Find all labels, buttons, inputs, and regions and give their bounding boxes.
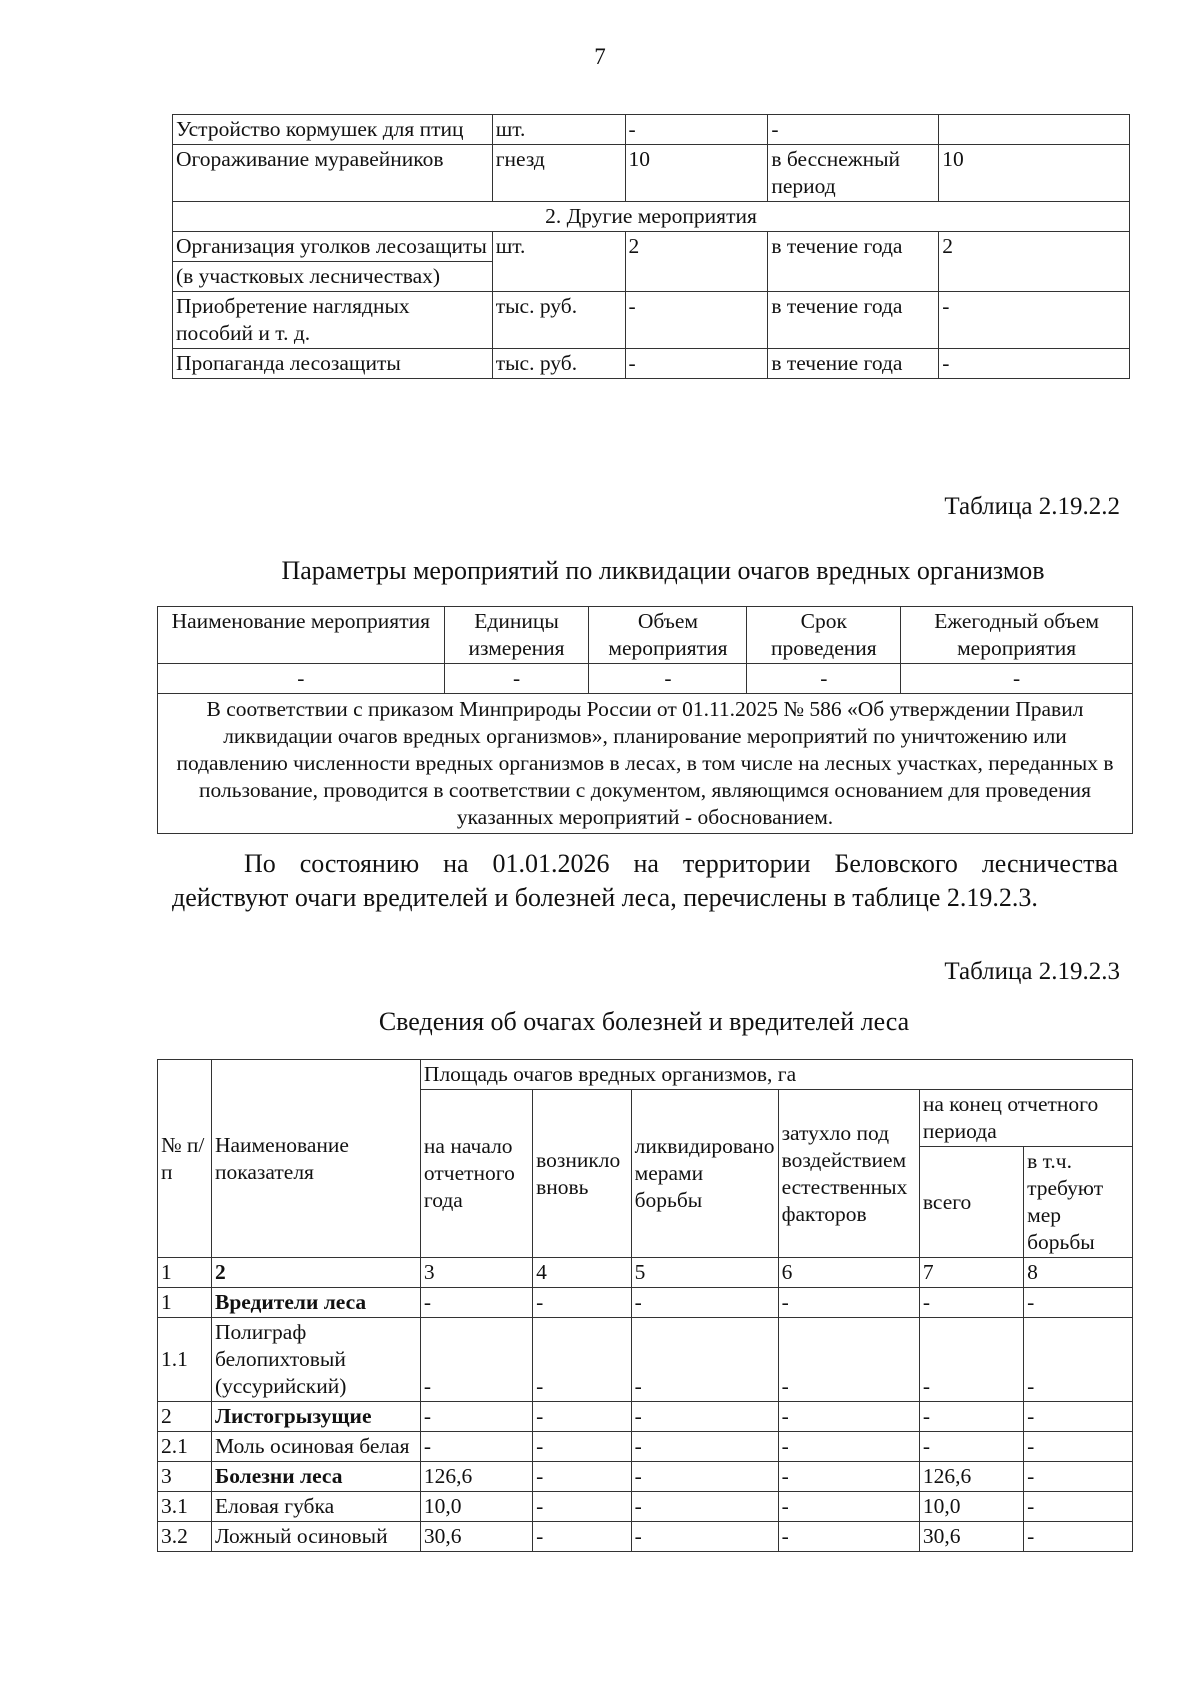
table-caption: Таблица 2.19.2.2 bbox=[944, 493, 1120, 520]
table-title: Сведения об очагах болезней и вредителей леса bbox=[378, 1007, 910, 1036]
table-cell: в течение года bbox=[768, 349, 939, 379]
column-number: 6 bbox=[778, 1258, 919, 1288]
liquidation-parameters-table bbox=[157, 606, 1133, 834]
column-number: 2 bbox=[211, 1258, 420, 1288]
row-name: Ложный осиновый bbox=[211, 1522, 420, 1552]
column-header: Единицы измерения bbox=[444, 607, 589, 664]
column-number: 1 bbox=[158, 1258, 212, 1288]
table-cell: - bbox=[747, 664, 901, 694]
column-header-area: Площадь очагов вредных организмов, га bbox=[420, 1060, 1132, 1090]
table-row bbox=[173, 292, 1130, 349]
table-cell: - bbox=[625, 115, 768, 145]
table-cell: - bbox=[631, 1318, 778, 1402]
column-header: Объем мероприятия bbox=[589, 607, 747, 664]
table-caption: Таблица 2.19.2.3 bbox=[944, 958, 1120, 985]
table-cell: Устройство кормушек для птиц bbox=[173, 115, 493, 145]
row-number: 2 bbox=[158, 1402, 212, 1432]
table-cell bbox=[939, 115, 1130, 145]
row-number: 3.2 bbox=[158, 1522, 212, 1552]
table-cell: - bbox=[1024, 1432, 1133, 1462]
table-cell: - bbox=[778, 1522, 919, 1552]
table-cell: - bbox=[533, 1462, 632, 1492]
table-row bbox=[158, 1402, 1133, 1432]
table-cell: - bbox=[901, 664, 1133, 694]
table-row bbox=[158, 664, 1133, 694]
table-cell: - bbox=[533, 1402, 632, 1432]
table-cell: - bbox=[533, 1288, 632, 1318]
table-cell: тыс. руб. bbox=[492, 349, 625, 379]
row-number: 1 bbox=[158, 1288, 212, 1318]
column-number: 4 bbox=[533, 1258, 632, 1288]
table-cell: - bbox=[631, 1522, 778, 1552]
column-header-need: в т.ч. требуют мер борьбы bbox=[1024, 1147, 1133, 1258]
table-cell: Огораживание муравейников bbox=[173, 145, 493, 202]
table-cell: гнезд bbox=[492, 145, 625, 202]
table-cell: - bbox=[1024, 1492, 1133, 1522]
table-cell: 10 bbox=[625, 145, 768, 202]
table-cell: 126,6 bbox=[919, 1462, 1023, 1492]
table-row bbox=[158, 1522, 1133, 1552]
table-cell: - bbox=[778, 1462, 919, 1492]
table-cell: 10,0 bbox=[420, 1492, 532, 1522]
column-header-start: на начало отчетного года bbox=[420, 1090, 532, 1258]
table-cell: - bbox=[1024, 1402, 1133, 1432]
row-number: 2.1 bbox=[158, 1432, 212, 1462]
table-row bbox=[173, 232, 1130, 262]
table-cell: 2 bbox=[625, 232, 768, 292]
column-header-name: Наименование показателя bbox=[211, 1060, 420, 1258]
paragraph-text: По состоянию на 01.01.2026 на территории Беловского лесничества действуют очаги вредителей и болезней леса, перечислены в таблице 2.19.2.3. bbox=[172, 849, 1118, 912]
table-cell: 2 bbox=[939, 232, 1130, 292]
column-header-liquidated: ликвидировано мерами борьбы bbox=[631, 1090, 778, 1258]
table-cell: - bbox=[625, 349, 768, 379]
table-cell: - bbox=[420, 1432, 532, 1462]
row-number: 3 bbox=[158, 1462, 212, 1492]
table-cell: шт. bbox=[492, 232, 625, 292]
table-cell: - bbox=[589, 664, 747, 694]
table-cell: 10,0 bbox=[919, 1492, 1023, 1522]
table-row bbox=[173, 115, 1130, 145]
table-cell: (в участковых лесничествах) bbox=[173, 262, 493, 292]
table-header-row bbox=[158, 607, 1133, 664]
table-cell: - bbox=[939, 349, 1130, 379]
table-section-row bbox=[173, 202, 1130, 232]
table-row bbox=[173, 349, 1130, 379]
table-cell: Пропаганда лесозащиты bbox=[173, 349, 493, 379]
row-name: Листогрызущие bbox=[211, 1402, 420, 1432]
row-name: Болезни леса bbox=[211, 1462, 420, 1492]
table-cell: - bbox=[631, 1492, 778, 1522]
table-cell: - bbox=[1024, 1318, 1133, 1402]
column-header-total: всего bbox=[919, 1147, 1023, 1258]
column-number: 7 bbox=[919, 1258, 1023, 1288]
table-cell: 126,6 bbox=[420, 1462, 532, 1492]
table-row bbox=[158, 1462, 1133, 1492]
measures-table-continuation bbox=[172, 114, 1130, 379]
column-header: Ежегодный объем мероприятия bbox=[901, 607, 1133, 664]
table-cell: - bbox=[444, 664, 589, 694]
table-cell: в течение года bbox=[768, 292, 939, 349]
row-number: 1.1 bbox=[158, 1318, 212, 1402]
table-note-row bbox=[158, 694, 1133, 834]
column-header: Срок проведения bbox=[747, 607, 901, 664]
table-cell: - bbox=[1024, 1462, 1133, 1492]
table-title: Параметры мероприятий по ликвидации очагов вредных организмов bbox=[281, 556, 1045, 585]
table-cell: - bbox=[919, 1402, 1023, 1432]
table-cell: - bbox=[919, 1318, 1023, 1402]
row-number: 3.1 bbox=[158, 1492, 212, 1522]
row-name: Моль осиновая белая bbox=[211, 1432, 420, 1462]
table-cell: - bbox=[625, 292, 768, 349]
column-number: 8 bbox=[1024, 1258, 1133, 1288]
table-header-row bbox=[158, 1060, 1133, 1090]
table-row bbox=[158, 1288, 1133, 1318]
table-note: В соответствии с приказом Минприроды России от 01.11.2025 № 586 «Об утверждении Правил ликвидации очагов вредных организмов», планирование мероприятий по уничтожению или подавлению численности вредных организмов в лесах, в том числе на лесных участках, переданных в пользование, проводится в соответствии с документом, являющимся основанием для проведения указанных мероприятий - обоснованием. bbox=[158, 694, 1133, 834]
column-header: Наименование мероприятия bbox=[158, 607, 445, 664]
table-cell: в бесснежный период bbox=[768, 145, 939, 202]
table-cell: - bbox=[533, 1318, 632, 1402]
table-cell: - bbox=[778, 1318, 919, 1402]
table-cell: - bbox=[631, 1462, 778, 1492]
table-cell: тыс. руб. bbox=[492, 292, 625, 349]
row-name: Вредители леса bbox=[211, 1288, 420, 1318]
table-cell: - bbox=[1024, 1288, 1133, 1318]
table-cell: - bbox=[420, 1402, 532, 1432]
table-cell: - bbox=[533, 1522, 632, 1552]
section-title: 2. Другие мероприятия bbox=[173, 202, 1130, 232]
table-cell: - bbox=[533, 1432, 632, 1462]
table-cell: - bbox=[778, 1492, 919, 1522]
column-number: 3 bbox=[420, 1258, 532, 1288]
column-header-new: возникло вновь bbox=[533, 1090, 632, 1258]
table-cell: - bbox=[420, 1288, 532, 1318]
table-row bbox=[158, 1318, 1133, 1402]
table-cell: - bbox=[420, 1318, 532, 1402]
table-cell: - bbox=[778, 1288, 919, 1318]
table-cell: - bbox=[939, 292, 1130, 349]
body-paragraph bbox=[172, 847, 1118, 915]
table-cell: - bbox=[778, 1432, 919, 1462]
table-cell: - bbox=[778, 1402, 919, 1432]
table-cell: Организация уголков лесозащиты bbox=[173, 232, 493, 262]
table-cell: - bbox=[533, 1492, 632, 1522]
column-numbers-row bbox=[158, 1258, 1133, 1288]
table-row bbox=[158, 1492, 1133, 1522]
row-name: Полиграф белопихтовый (уссурийский) bbox=[211, 1318, 420, 1402]
table-cell: - bbox=[768, 115, 939, 145]
table-cell: в течение года bbox=[768, 232, 939, 292]
table-cell: Приобретение наглядных пособий и т. д. bbox=[173, 292, 493, 349]
table-cell: 10 bbox=[939, 145, 1130, 202]
column-header-number: № п/п bbox=[158, 1060, 212, 1258]
column-number: 5 bbox=[631, 1258, 778, 1288]
table-cell: шт. bbox=[492, 115, 625, 145]
table-cell: - bbox=[631, 1288, 778, 1318]
column-header-faded: затухло под воздействием естественных факторов bbox=[778, 1090, 919, 1258]
table-cell: 30,6 bbox=[919, 1522, 1023, 1552]
table-cell: - bbox=[631, 1432, 778, 1462]
table-cell: - bbox=[631, 1402, 778, 1432]
table-cell: - bbox=[1024, 1522, 1133, 1552]
pest-foci-table bbox=[157, 1059, 1133, 1552]
page-number: 7 bbox=[594, 44, 606, 69]
table-cell: - bbox=[919, 1432, 1023, 1462]
table-cell: - bbox=[158, 664, 445, 694]
table-row bbox=[158, 1432, 1133, 1462]
column-header-end: на конец отчетного периода bbox=[919, 1090, 1132, 1147]
row-name: Еловая губка bbox=[211, 1492, 420, 1522]
table-cell: - bbox=[919, 1288, 1023, 1318]
table-cell: 30,6 bbox=[420, 1522, 532, 1552]
table-row bbox=[173, 145, 1130, 202]
